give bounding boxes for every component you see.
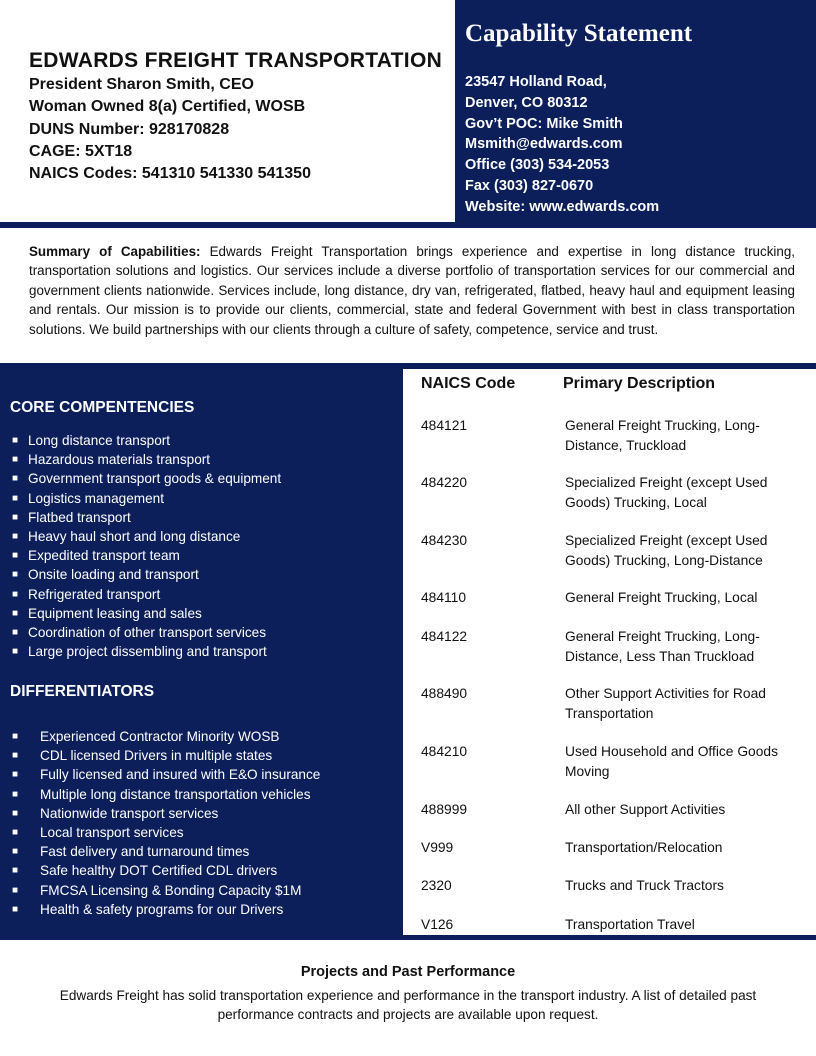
summary-paragraph <box>29 242 795 339</box>
naics-code: 488999 <box>421 802 468 817</box>
naics-desc: Specialized Freight (except Used Goods) Trucking, Long-Distance <box>565 533 768 568</box>
naics-code: 484121 <box>421 418 468 433</box>
naics-code: 484210 <box>421 744 468 759</box>
bullet-icon: ■ <box>12 903 19 915</box>
naics-desc: Used Household and Office Goods Moving <box>565 744 778 779</box>
list-item: ■ Large project dissembling and transport <box>12 642 281 661</box>
cage-line: CAGE: 5XT18 <box>29 142 133 160</box>
list-item: ■ Refrigerated transport <box>12 585 281 604</box>
summary-text: Edwards Freight Transportation brings experience and expertise in long distance trucking, transportation solutions and logistics. Our services include a diverse portfolio of transportation services for our commercial and government clients nationwide. Services include, long distance, dry van, refrigerated, flatbed, heavy haul and equipment leasing and rentals. Our mission is to provide our clients, commercial, state and federal Government with best in class transportation solutions. We build partnerships with our clients through a culture of safety, competence, service and trust. <box>29 244 795 337</box>
office-phone: Office (303) 534-2053 <box>465 157 610 174</box>
naics-code: 2320 <box>421 878 452 893</box>
certification-line: Woman Owned 8(a) Certified, WOSB <box>29 98 306 116</box>
naics-desc: All other Support Activities <box>565 802 726 817</box>
president-line: President Sharon Smith, CEO <box>29 76 254 93</box>
bullet-icon: ■ <box>12 807 19 819</box>
list-item: ■ Logistics management <box>12 489 281 508</box>
duns-line: DUNS Number: 928170828 <box>29 120 230 138</box>
divider-bottom <box>0 935 816 940</box>
header <box>0 0 816 222</box>
list-item: ■ Safe healthy DOT Certified CDL drivers <box>12 861 320 880</box>
list-item: ■ Hazardous materials transport <box>12 450 281 469</box>
naics-code-header: NAICS Code <box>421 375 516 392</box>
naics-code: V999 <box>421 840 454 855</box>
list-item: ■ Onsite loading and transport <box>12 565 281 584</box>
bullet-icon: ■ <box>12 531 19 543</box>
naics-desc: General Freight Trucking, Long-Distance, Truckload <box>565 418 760 453</box>
list-item: ■ Nationwide transport services <box>12 804 320 823</box>
website-link[interactable]: Website: www.edwards.com <box>465 198 660 215</box>
bullet-icon: ■ <box>12 435 19 446</box>
list-item: ■ Government transport goods & equipment <box>12 469 281 488</box>
bullet-icon: ■ <box>12 569 19 581</box>
bullet-icon: ■ <box>12 865 19 877</box>
list-item: ■ Expedited transport team <box>12 546 281 565</box>
bullet-icon: ■ <box>12 846 19 858</box>
naics-desc: Transportation Travel <box>565 917 695 932</box>
bullet-icon: ■ <box>12 750 19 762</box>
list-item: ■ Flatbed transport <box>12 508 281 527</box>
description-header: Primary Description <box>563 375 716 392</box>
list-item: ■ CDL licensed Drivers in multiple states <box>12 746 320 765</box>
bullet-icon: ■ <box>12 607 19 619</box>
projects-heading: Projects and Past Performance <box>300 964 516 980</box>
naics-code: 484220 <box>421 475 468 490</box>
naics-desc: General Freight Trucking, Local <box>565 590 758 605</box>
core-heading: CORE COMPENTENCIES <box>10 399 195 416</box>
bullet-icon: ■ <box>12 788 19 800</box>
contact-info <box>465 72 659 218</box>
core-list <box>12 431 281 661</box>
list-item: ■ Multiple long distance transportation vehicles <box>12 785 320 804</box>
bullet-icon: ■ <box>12 769 19 781</box>
bullet-icon: ■ <box>12 646 19 658</box>
company-info <box>29 48 449 185</box>
list-item: ■ Health & safety programs for our Drivers <box>12 900 320 919</box>
contact-panel <box>455 0 816 222</box>
differentiators-heading: DIFFERENTIATORS <box>10 683 155 700</box>
email-link[interactable]: Msmith@edwards.com <box>465 136 623 153</box>
bullet-icon: ■ <box>12 884 19 896</box>
address-city: Denver, CO 80312 <box>465 94 588 111</box>
bullet-icon: ■ <box>12 588 19 600</box>
naics-codes-line: NAICS Codes: 541310 541330 541350 <box>29 165 311 183</box>
bullet-icon: ■ <box>12 827 19 839</box>
naics-table <box>403 369 816 935</box>
naics-code: 484122 <box>421 629 468 644</box>
naics-code: V126 <box>421 917 454 932</box>
list-item: ■ FMCSA Licensing & Bonding Capacity $1M <box>12 881 320 900</box>
competencies-panel <box>0 369 403 940</box>
list-item: ■ Fast delivery and turnaround times <box>12 842 320 861</box>
fax-number: Fax (303) 827-0670 <box>465 177 594 194</box>
bullet-icon: ■ <box>12 473 19 485</box>
differentiators-list <box>12 727 320 919</box>
list-item: ■ Equipment leasing and sales <box>12 604 281 623</box>
bullet-icon: ■ <box>12 511 19 523</box>
capability-title: Capability Statement <box>465 20 693 47</box>
projects-text: Edwards Freight has solid transportation experience and performance in the transport industry. A list of detailed past performance contracts and projects are available upon request. <box>59 988 757 1023</box>
bullet-icon: ■ <box>12 731 19 742</box>
list-item: ■ Long distance transport <box>12 431 281 450</box>
list-item: ■ Heavy haul short and long distance <box>12 527 281 546</box>
bullet-icon: ■ <box>12 550 19 562</box>
naics-desc: Trucks and Truck Tractors <box>565 878 724 893</box>
naics-code: 484110 <box>421 590 467 605</box>
list-item: ■ Coordination of other transport services <box>12 623 281 642</box>
bullet-icon: ■ <box>12 627 19 639</box>
naics-code: 488490 <box>421 686 468 701</box>
gov-poc: Gov’t POC: Mike Smith <box>465 115 623 132</box>
list-item: ■ Local transport services <box>12 823 320 842</box>
divider-top <box>0 222 816 228</box>
company-name: EDWARDS FREIGHT TRANSPORTATION <box>29 49 443 72</box>
naics-desc: Other Support Activities for Road Transportation <box>565 686 766 721</box>
list-item: ■ Experienced Contractor Minority WOSB <box>12 727 320 746</box>
naics-desc: Specialized Freight (except Used Goods) Trucking, Local <box>565 475 768 510</box>
list-item: ■ Fully licensed and insured with E&O insurance <box>12 765 320 784</box>
naics-desc: Transportation/Relocation <box>565 840 723 855</box>
bullet-icon: ■ <box>12 454 19 466</box>
address-street: 23547 Holland Road, <box>465 74 607 90</box>
naics-desc: General Freight Trucking, Long-Distance, Less Than Truckload <box>565 629 760 664</box>
summary-label: Summary of Capabilities: <box>29 244 201 259</box>
naics-code: 484230 <box>421 533 468 548</box>
bullet-icon: ■ <box>12 492 19 504</box>
